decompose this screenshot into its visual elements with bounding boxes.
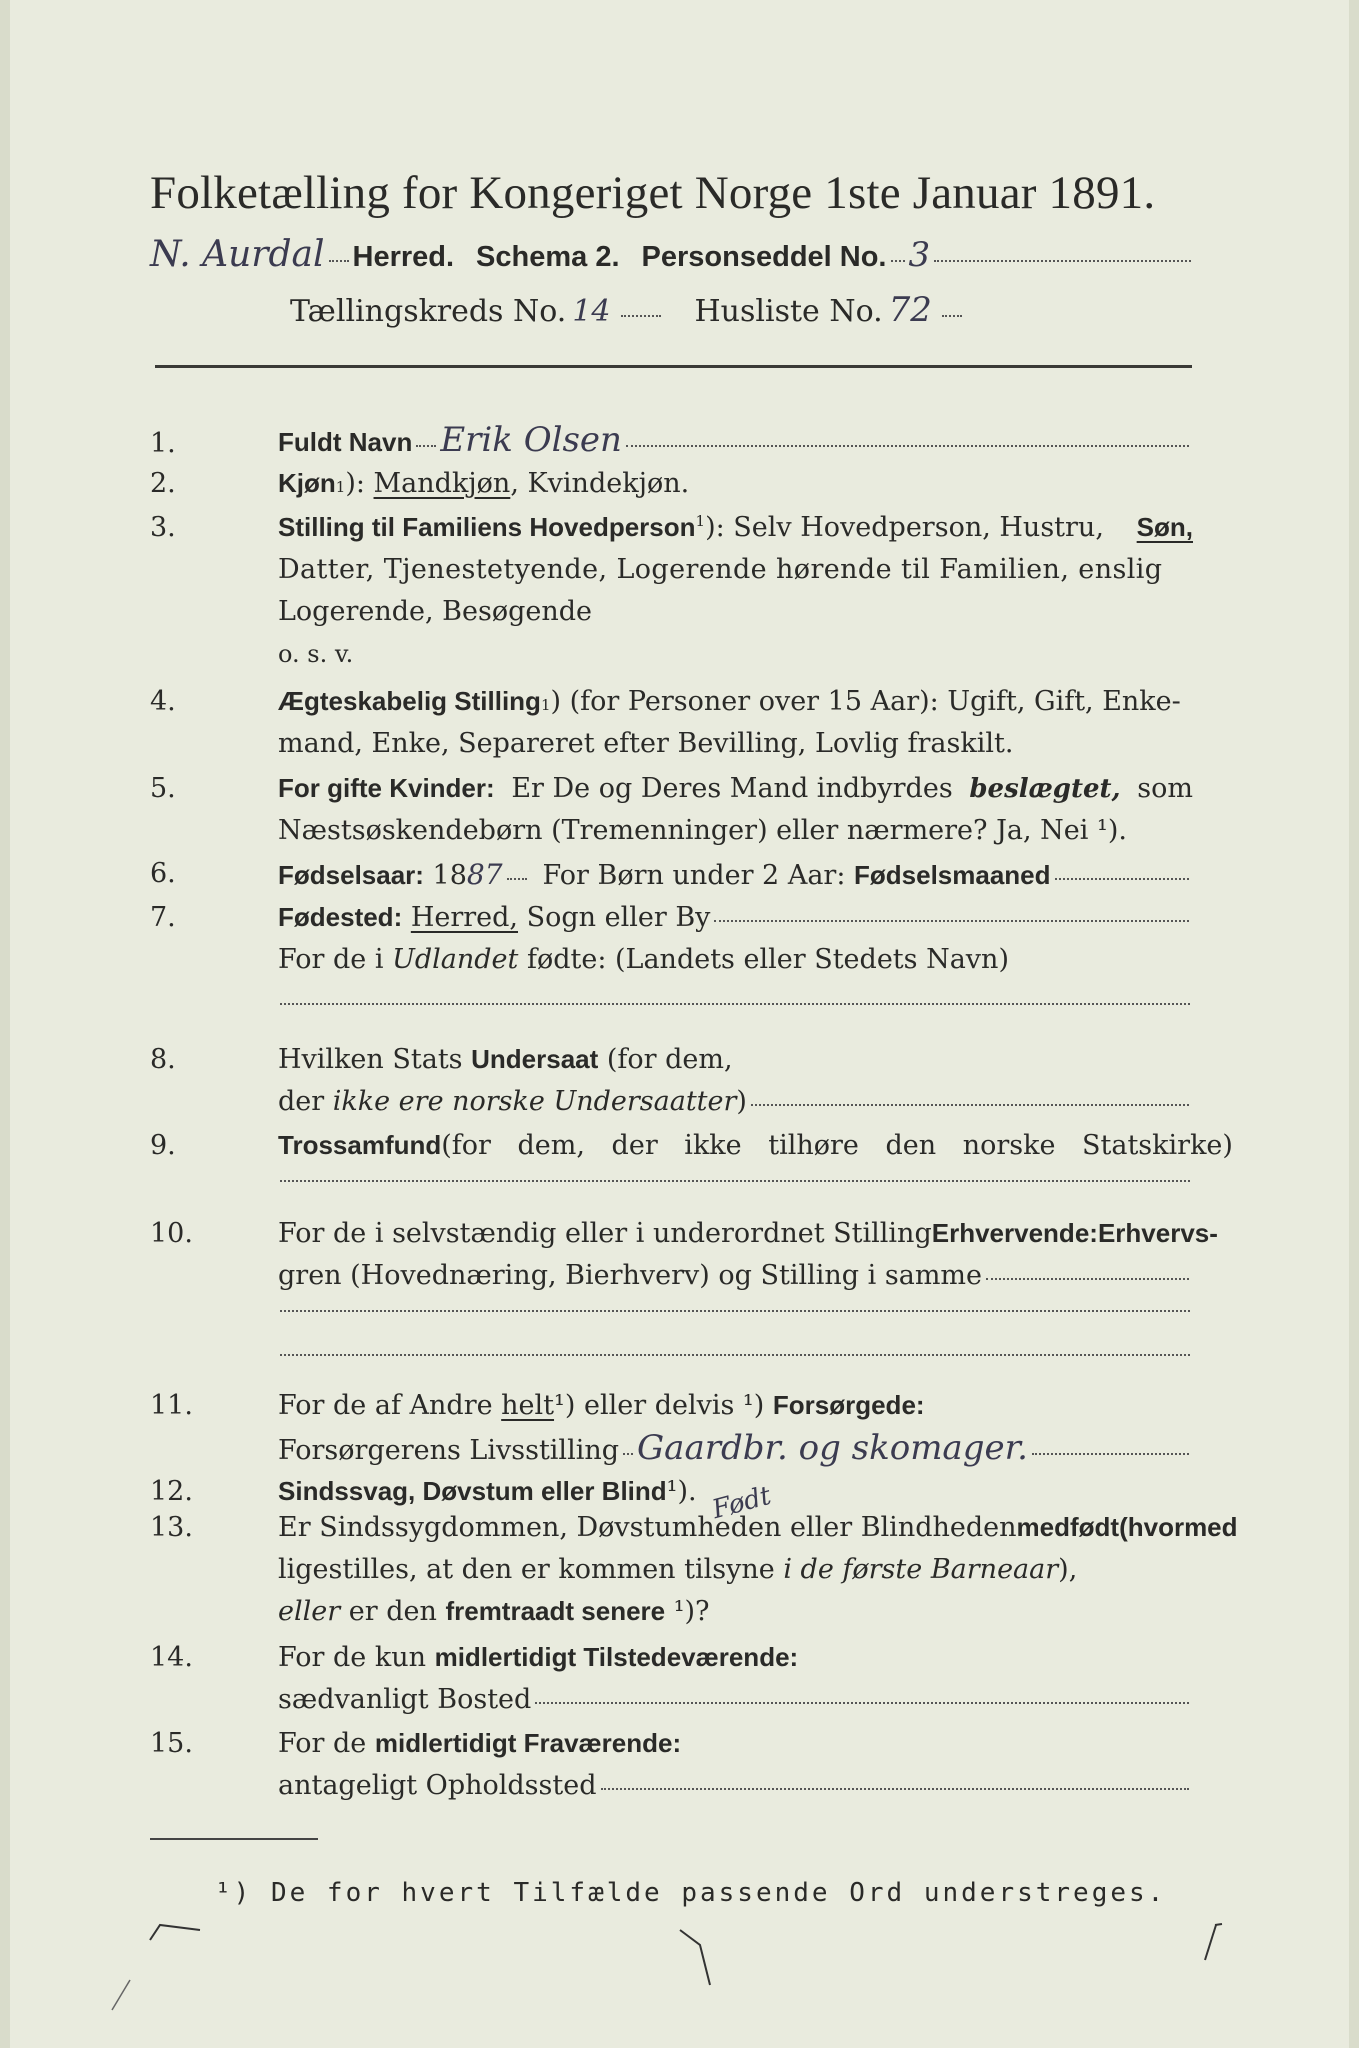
temporary-absent-label: midlertidigt Fraværende: [374, 1728, 682, 1758]
usual-residence-label: sædvanligt Bosted [278, 1684, 532, 1715]
item-number: 2. [150, 468, 176, 499]
later-text: er den [348, 1596, 437, 1627]
item-13-line-1 [278, 1512, 1238, 1543]
herred-line [150, 234, 1195, 275]
taellingskreds-value: 14 [572, 294, 611, 329]
header-rule [155, 365, 1192, 368]
citizenship-note-end: ) [736, 1086, 747, 1117]
item-15-line-1 [278, 1728, 681, 1759]
full-name-label: Fuldt Navn [278, 427, 413, 457]
item-11-line-2 [278, 1428, 1193, 1468]
item-3-line-1: Stilling til Familiens Hovedperson$^1$): Selv Hovedperson, Hustru, Søn, [278, 512, 1193, 543]
supported-text-mid: ¹) eller delvis ¹) [554, 1390, 765, 1421]
footnote-ref: 1 [695, 512, 706, 530]
item-number: 10. [150, 1218, 193, 1249]
dotted-line [280, 1310, 1190, 1312]
item-number: 15. [150, 1728, 193, 1759]
birthplace-options: Sogn eller By [526, 902, 711, 933]
provider-occupation-value: Gaardbr. og skomager. [637, 1428, 1028, 1468]
schema-label: Schema 2. [476, 241, 620, 273]
or-italic: eller [278, 1596, 341, 1627]
disability-footnote: ¹). [666, 1476, 697, 1507]
marital-status-label: Ægteskabelig Stilling [278, 686, 541, 716]
form-title: Folketælling for Kongeriget Norge 1ste Januar 1891. [150, 167, 1156, 219]
item-number: 13. [150, 1512, 193, 1543]
item-number: 5. [150, 773, 176, 804]
item-13-line-2 [278, 1554, 1077, 1585]
probable-residence-label: antageligt Opholdssted [278, 1770, 597, 1801]
item-14-line-1 [278, 1642, 798, 1673]
item-2: Kjøn 1 ): Mandkjøn , Kvindekjøn. [278, 468, 690, 499]
occupation-text-2: gren (Hovednæring, Bierhverv) og Stilling i samme [278, 1260, 983, 1291]
item-4-line-2: mand, Enke, Separeret efter Bevilling, Lovlig fraskilt. [278, 728, 1014, 759]
related-word: beslægtet, [969, 774, 1121, 804]
citizenship-text-end: (for dem, [606, 1044, 733, 1075]
item-12 [278, 1476, 697, 1507]
handwritten-annotation: Født [709, 1480, 775, 1526]
item-3-line-3: Logerende, Besøgende [278, 596, 592, 627]
foreign-born-text-end: fødte: (Landets eller Stedets Navn) [526, 944, 1009, 975]
item-number: 9. [150, 1130, 176, 1161]
birth-month-label: Fødselsmaaned [854, 860, 1051, 890]
footnote-ref: 1 [335, 478, 346, 496]
family-position-son: Søn, [1136, 512, 1193, 542]
married-women-label: For gifte Kvinder: [278, 773, 495, 803]
husliste-label: Husliste No. [694, 294, 883, 329]
item-number: 11. [150, 1390, 193, 1421]
item-10-line-1 [278, 1218, 1218, 1249]
item-number: 7. [150, 902, 176, 933]
birth-year-prefix: 18 [432, 860, 467, 891]
disability-label: Sindssvag, Døvstum eller Blind [278, 1476, 667, 1506]
congenital-label: medfødt [1016, 1512, 1120, 1542]
item-number: 14. [150, 1642, 193, 1673]
item-8-line-2 [278, 1086, 1193, 1117]
taellingskreds-label: Tællingskreds No. [290, 294, 567, 329]
later-footnote: ¹)? [673, 1596, 710, 1627]
citizenship-note: der [278, 1086, 325, 1117]
herred-value: N. Aurdal [150, 234, 325, 275]
birth-year-value: 87 [466, 858, 503, 891]
occupation-text: For de i selvstændig eller i underordnet Stilling [278, 1218, 932, 1249]
later-label: fremtraadt senere [445, 1596, 666, 1626]
temporary-present-text: For de kun [278, 1642, 426, 1673]
item-number: 4. [150, 686, 176, 717]
item-7-line-2 [278, 944, 1009, 975]
footnote-ref: 1 [540, 696, 551, 714]
religion-text: (for dem, der ikke tilhøre den norske Statskirke) [441, 1130, 1233, 1161]
congenital-text-2-end: ), [1058, 1554, 1078, 1585]
dotted-line [280, 1003, 1190, 1005]
item-number: 1. [150, 428, 176, 459]
birthplace-label: Fødested: [278, 902, 403, 932]
occupation-label: Erhvervende: [931, 1218, 1098, 1248]
congenital-text-2: ligestilles, at den er kommen tilsyne [278, 1554, 775, 1585]
item-7-line-1 [278, 902, 1193, 933]
item-13-line-3 [278, 1596, 710, 1627]
sex-label: Kjøn [278, 468, 336, 498]
citizenship-label: Undersaat [471, 1044, 599, 1074]
item-number: 3. [150, 512, 176, 543]
herred-label: Herred. [352, 241, 455, 273]
item-15-line-2 [278, 1770, 1193, 1801]
marital-status-options: (for Personer over 15 Aar): Ugift, Gift, Enke- [569, 686, 1181, 717]
item-10-line-2 [278, 1260, 1193, 1291]
item-11-line-1 [278, 1390, 925, 1421]
item-5-line-1 [278, 773, 1193, 804]
footnote-rule [150, 1838, 318, 1840]
item-4-line-1: Ægteskabelig Stilling 1 ) (for Personer over 15 Aar): Ugift, Gift, Enke- [278, 686, 1181, 717]
citizenship-text: Hvilken Stats [278, 1044, 463, 1075]
supported-text: For de af Andre [278, 1390, 493, 1421]
congenital-text: Er Sindssygdommen, Døvstumheden eller Blindheden [278, 1512, 1017, 1543]
item-14-line-2 [278, 1684, 1193, 1715]
foreign-word: Udlandet [392, 944, 519, 975]
childhood-italic: i de første Barneaar [783, 1554, 1059, 1585]
married-women-question: Er De og Deres Mand indbyrdes [511, 773, 953, 804]
item-3-line-4: o. s. v. [278, 640, 354, 668]
birthplace-herred: Herred, [410, 902, 519, 933]
full-name-value: Erik Olsen [440, 420, 622, 460]
taellingskreds-line [290, 290, 966, 330]
congenital-text-end: (hvormed [1119, 1512, 1238, 1542]
supported-label: Forsørgede: [772, 1390, 925, 1420]
birth-year-label: Fødselsaar: [278, 860, 424, 890]
personseddel-value: 3 [908, 235, 931, 275]
item-number: 12. [150, 1476, 193, 1507]
temporary-present-label: midlertidigt Tilstedeværende: [434, 1642, 799, 1672]
family-position-label: Stilling til Familiens Hovedperson [278, 512, 696, 542]
provider-occupation-label: Forsørgerens Livsstilling [278, 1435, 620, 1466]
married-women-question-end: som [1137, 773, 1193, 804]
dotted-line [280, 1354, 1190, 1356]
husliste-value: 72 [888, 290, 932, 330]
foreign-born-text: For de i [278, 944, 384, 975]
sex-option-female: Kvindekjøn. [527, 468, 690, 499]
item-number: 8. [150, 1044, 176, 1075]
sex-option-male: Mandkjøn [373, 468, 511, 499]
dotted-line [280, 1180, 1190, 1182]
temporary-absent-text: For de [278, 1728, 367, 1759]
religion-label: Trossamfund [278, 1130, 442, 1160]
item-8-line-1 [278, 1044, 733, 1075]
footnote: ¹) De for hvert Tilfælde passende Ord understreges. [215, 1878, 1167, 1908]
item-1 [278, 420, 1193, 460]
item-6 [278, 858, 1193, 891]
supported-helt: helt [501, 1390, 555, 1421]
item-5-line-2: Næstsøskendebørn (Tremenninger) eller nærmere? Ja, Nei ¹). [278, 815, 1127, 846]
citizenship-italic: ikke ere norske Undersaatter [332, 1086, 737, 1117]
item-number: 6. [150, 858, 176, 889]
item-9 [278, 1130, 1233, 1161]
occupation-text-end: Erhvervs- [1097, 1218, 1218, 1248]
personseddel-label: Personseddel No. [641, 241, 887, 273]
item-3-line-2: Datter, Tjenestetyende, Logerende hørende til Familien, enslig [278, 554, 1163, 585]
birth-month-note: For Børn under 2 Aar: [542, 860, 846, 891]
family-position-options: Selv Hovedperson, Hustru, [733, 512, 1104, 543]
